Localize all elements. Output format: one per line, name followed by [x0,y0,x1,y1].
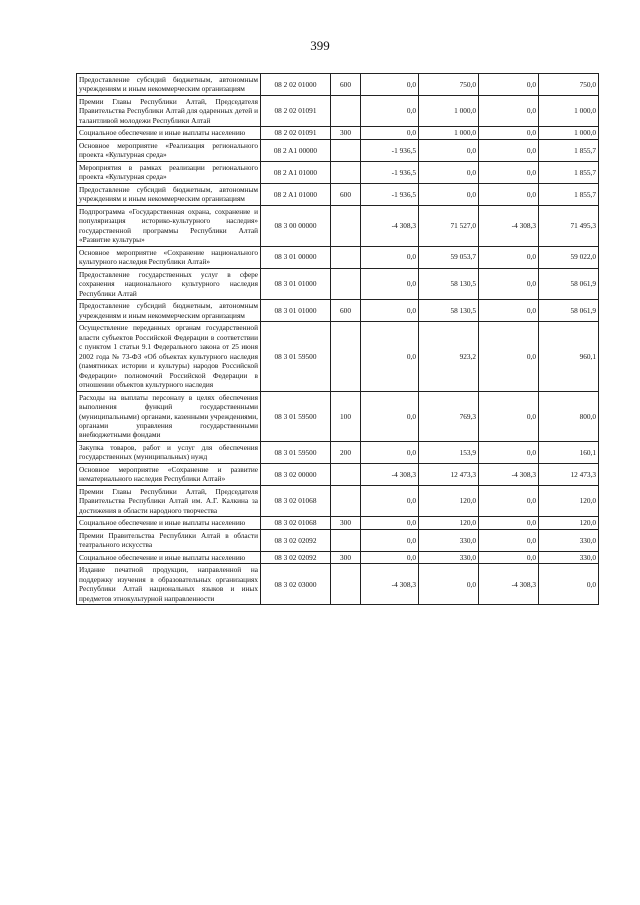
table-row [77,463,599,485]
amount-year-2-cell: 160,1 [539,441,599,463]
target-code-cell: 08 3 02 03000 [261,564,331,605]
budget-table [76,73,599,605]
amount-year-2-cell: 0,0 [539,564,599,605]
amount-change-1-cell: 0,0 [361,300,419,322]
amount-change-2-cell: -4 308,3 [479,463,539,485]
amount-year-2-cell: 750,0 [539,74,599,96]
amount-change-1-cell: 0,0 [361,74,419,96]
amount-year-1-cell: 769,3 [419,391,479,441]
expense-type-cell [331,529,361,551]
table-row [77,95,599,126]
table-row [77,139,599,161]
expense-type-cell: 600 [331,300,361,322]
expense-type-cell [331,463,361,485]
amount-change-2-cell: 0,0 [479,127,539,139]
table-row [77,74,599,96]
table-row [77,529,599,551]
row-name-cell: Основное мероприятие «Реализация регионального проекта «Культурная среда» [77,139,261,161]
row-name-cell: Мероприятия в рамках реализации регионального проекта «Культурная среда» [77,161,261,183]
amount-change-2-cell: 0,0 [479,517,539,529]
expense-type-cell [331,485,361,516]
amount-year-1-cell: 58 130,5 [419,300,479,322]
target-code-cell: 08 3 02 01068 [261,485,331,516]
target-code-cell: 08 2 A1 01000 [261,161,331,183]
amount-change-2-cell: 0,0 [479,139,539,161]
amount-change-1-cell: 0,0 [361,322,419,391]
target-code-cell: 08 3 02 01068 [261,517,331,529]
amount-year-2-cell: 1 000,0 [539,127,599,139]
amount-change-1-cell: -1 936,5 [361,161,419,183]
amount-year-2-cell: 120,0 [539,517,599,529]
table-row [77,322,599,391]
amount-change-2-cell: 0,0 [479,246,539,268]
amount-year-2-cell: 960,1 [539,322,599,391]
amount-change-2-cell: -4 308,3 [479,205,539,246]
amount-year-1-cell: 0,0 [419,161,479,183]
amount-change-1-cell: 0,0 [361,95,419,126]
amount-change-1-cell: -1 936,5 [361,183,419,205]
row-name-cell: Предоставление субсидий бюджетным, автономным учреждениям и иным некоммерческим организациям [77,183,261,205]
expense-type-cell [331,564,361,605]
row-name-cell: Социальное обеспечение и иные выплаты населению [77,551,261,563]
amount-year-1-cell: 153,9 [419,441,479,463]
expense-type-cell: 300 [331,551,361,563]
amount-year-2-cell: 1 855,7 [539,139,599,161]
row-name-cell: Основное мероприятие «Сохранение и развитие нематериального наследия Республики Алтай» [77,463,261,485]
page-number: 399 [310,38,330,53]
expense-type-cell [331,246,361,268]
expense-type-cell [331,205,361,246]
target-code-cell: 08 3 01 00000 [261,246,331,268]
target-code-cell: 08 3 02 02092 [261,529,331,551]
amount-year-1-cell: 750,0 [419,74,479,96]
expense-type-cell [331,322,361,391]
amount-year-1-cell: 1 000,0 [419,95,479,126]
target-code-cell: 08 2 A1 01000 [261,183,331,205]
amount-year-2-cell: 330,0 [539,551,599,563]
expense-type-cell: 300 [331,127,361,139]
amount-change-1-cell: 0,0 [361,441,419,463]
row-name-cell: Премии Правительства Республики Алтай в области театрального искусства [77,529,261,551]
amount-year-2-cell: 330,0 [539,529,599,551]
row-name-cell: Закупка товаров, работ и услуг для обеспечения государственных (муниципальных) нужд [77,441,261,463]
amount-year-2-cell: 120,0 [539,485,599,516]
amount-change-2-cell: 0,0 [479,391,539,441]
table-row [77,268,599,299]
amount-year-1-cell: 330,0 [419,529,479,551]
amount-change-2-cell: 0,0 [479,95,539,126]
amount-year-1-cell: 71 527,0 [419,205,479,246]
amount-change-2-cell: 0,0 [479,74,539,96]
expense-type-cell [331,139,361,161]
amount-year-1-cell: 1 000,0 [419,127,479,139]
expense-type-cell: 600 [331,74,361,96]
row-name-cell: Социальное обеспечение и иные выплаты населению [77,127,261,139]
amount-year-2-cell: 71 495,3 [539,205,599,246]
amount-year-2-cell: 58 061,9 [539,300,599,322]
target-code-cell: 08 3 01 59500 [261,441,331,463]
table-row [77,485,599,516]
target-code-cell: 08 2 02 01091 [261,95,331,126]
target-code-cell: 08 3 01 59500 [261,322,331,391]
amount-year-2-cell: 59 022,0 [539,246,599,268]
table-row [77,441,599,463]
row-name-cell: Предоставление государственных услуг в сфере сохранения национального культурного наследия Республики Алтай [77,268,261,299]
amount-year-1-cell: 0,0 [419,183,479,205]
target-code-cell: 08 3 01 01000 [261,300,331,322]
target-code-cell: 08 2 02 01000 [261,74,331,96]
expense-type-cell [331,268,361,299]
amount-change-2-cell: 0,0 [479,183,539,205]
amount-change-1-cell: 0,0 [361,391,419,441]
amount-change-1-cell: -4 308,3 [361,463,419,485]
expense-type-cell: 600 [331,183,361,205]
amount-year-1-cell: 59 053,7 [419,246,479,268]
target-code-cell: 08 3 02 02092 [261,551,331,563]
target-code-cell: 08 3 00 00000 [261,205,331,246]
table-row [77,183,599,205]
amount-change-2-cell: 0,0 [479,300,539,322]
amount-change-1-cell: 0,0 [361,485,419,516]
amount-year-2-cell: 1 855,7 [539,161,599,183]
expense-type-cell: 200 [331,441,361,463]
amount-change-1-cell: 0,0 [361,551,419,563]
row-name-cell: Издание печатной продукции, направленной на поддержку изучения в образовательных организациях Республики Алтай национальных языков и иных предметов этнокультурной направленности [77,564,261,605]
row-name-cell: Премии Главы Республики Алтай, Председателя Правительства Республики Алтай им. А.Г. Калкина за достижения в области народного творчества [77,485,261,516]
target-code-cell: 08 3 02 00000 [261,463,331,485]
row-name-cell: Предоставление субсидий бюджетным, автономным учреждениям и иным некоммерческим организациям [77,74,261,96]
target-code-cell: 08 2 A1 00000 [261,139,331,161]
amount-year-1-cell: 12 473,3 [419,463,479,485]
row-name-cell: Основное мероприятие «Сохранение национального культурного наследия Республики Алтай» [77,246,261,268]
amount-change-2-cell: 0,0 [479,485,539,516]
amount-change-2-cell: 0,0 [479,322,539,391]
amount-year-2-cell: 58 061,9 [539,268,599,299]
expense-type-cell [331,95,361,126]
table-row [77,161,599,183]
amount-year-1-cell: 120,0 [419,485,479,516]
table-row [77,551,599,563]
row-name-cell: Социальное обеспечение и иные выплаты населению [77,517,261,529]
amount-year-1-cell: 923,2 [419,322,479,391]
amount-change-1-cell: -1 936,5 [361,139,419,161]
target-code-cell: 08 3 01 01000 [261,268,331,299]
amount-change-1-cell: 0,0 [361,517,419,529]
amount-change-1-cell: 0,0 [361,127,419,139]
expense-type-cell: 100 [331,391,361,441]
amount-year-2-cell: 800,0 [539,391,599,441]
amount-change-2-cell: 0,0 [479,268,539,299]
table-row [77,391,599,441]
table-row [77,246,599,268]
table-row [77,300,599,322]
amount-change-1-cell: -4 308,3 [361,205,419,246]
table-row [77,205,599,246]
target-code-cell: 08 2 02 01091 [261,127,331,139]
amount-year-1-cell: 0,0 [419,139,479,161]
amount-change-1-cell: -4 308,3 [361,564,419,605]
row-name-cell: Осуществление переданных органам государственной власти субъектов Российской Федерации в соответствии с пунктом 1 статьи 9.1 Федерального закона от 25 июня 2002 года № 73-ФЗ «Об объектах культурного наследия (памятниках истории и культуры) народов Российской Федерации» полномочий Российской Федерации в отношении объектов культурного наследия [77,322,261,391]
amount-year-2-cell: 12 473,3 [539,463,599,485]
row-name-cell: Расходы на выплаты персоналу в целях обеспечения выполнения функций государственными (муниципальными) органами, казенными учреждениями, органами управления государственными внебюджетными фондами [77,391,261,441]
amount-change-1-cell: 0,0 [361,268,419,299]
table-row [77,517,599,529]
amount-year-1-cell: 0,0 [419,564,479,605]
amount-change-2-cell: 0,0 [479,551,539,563]
amount-change-2-cell: 0,0 [479,529,539,551]
amount-change-2-cell: -4 308,3 [479,564,539,605]
row-name-cell: Предоставление субсидий бюджетным, автономным учреждениям и иным некоммерческим организациям [77,300,261,322]
amount-change-1-cell: 0,0 [361,529,419,551]
target-code-cell: 08 3 01 59500 [261,391,331,441]
amount-year-1-cell: 120,0 [419,517,479,529]
row-name-cell: Премии Главы Республики Алтай, Председателя Правительства Республики Алтай для одаренных детей и талантливой молодежи Республики Алтай [77,95,261,126]
amount-year-1-cell: 58 130,5 [419,268,479,299]
expense-type-cell: 300 [331,517,361,529]
amount-change-2-cell: 0,0 [479,161,539,183]
amount-change-2-cell: 0,0 [479,441,539,463]
table-row [77,564,599,605]
expense-type-cell [331,161,361,183]
row-name-cell: Подпрограмма «Государственная охрана, сохранение и популяризация историко-культурного наследия» государственной программы Республики Алтай «Развитие культуры» [77,205,261,246]
table-row [77,127,599,139]
amount-year-1-cell: 330,0 [419,551,479,563]
amount-year-2-cell: 1 000,0 [539,95,599,126]
amount-year-2-cell: 1 855,7 [539,183,599,205]
amount-change-1-cell: 0,0 [361,246,419,268]
